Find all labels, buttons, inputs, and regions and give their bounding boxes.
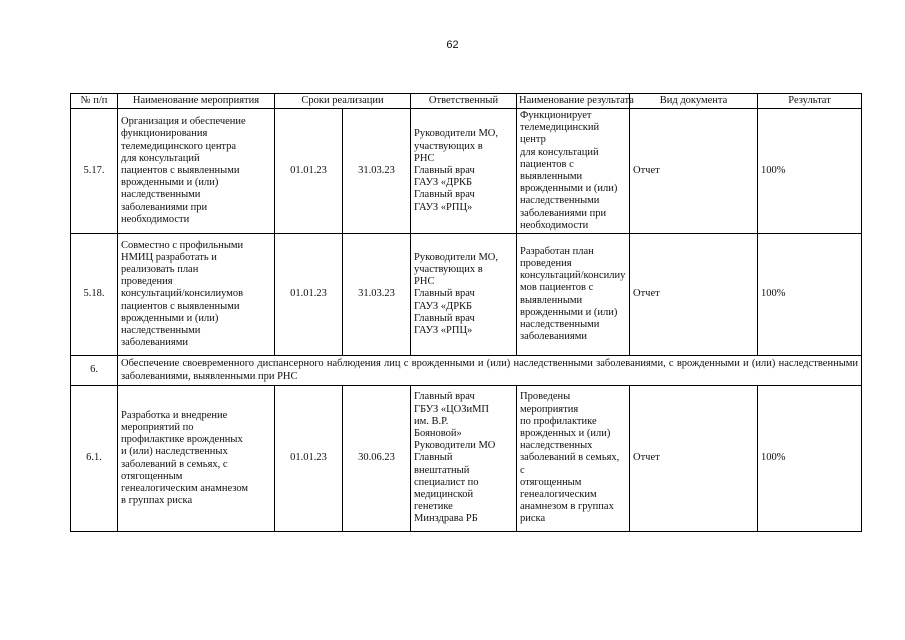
header-doc-type: Вид документа — [630, 94, 758, 109]
result-name: Проведены мероприятия по профилактике врожденных и (или) наследственных заболеваний в семьях, с отягощенным генеалогическим анамнезом в группах риска — [517, 386, 630, 532]
document-type: Отчет — [630, 386, 758, 532]
table-row — [71, 234, 862, 356]
measure-description: Разработка и внедрение мероприятий по профилактике врожденных и (или) наследственных заболеваний в семьях, с отягощенным генеалогическим анамнезом в группах риска — [118, 386, 275, 532]
section-row — [71, 356, 862, 386]
header-responsible: Ответственный — [411, 94, 517, 109]
responsible: Руководители МО, участвующих в РНС Главный врач ГАУЗ «ДРКБ Главный врач ГАУЗ «РПЦ» — [411, 234, 517, 356]
row-number: 5.17. — [71, 109, 118, 234]
measure-description: Совместно с профильными НМИЦ разработать и реализовать план проведения консультаций/консилиумов пациентов с выявленными врожденными и (или) наследственными заболеваниями — [118, 234, 275, 356]
result-name: Разработан план проведения консультаций/консилиу мов пациентов с выявленными врожденными и (или) наследственными заболеваниями — [517, 234, 630, 356]
header-terms: Сроки реализации — [275, 94, 411, 109]
row-number: 6.1. — [71, 386, 118, 532]
result-value: 100% — [758, 386, 862, 532]
page-number: 62 — [446, 39, 459, 51]
row-number: 5.18. — [71, 234, 118, 356]
start-date: 01.01.23 — [275, 109, 343, 234]
header-result-name: Наименование результата — [517, 94, 630, 109]
responsible: Руководители МО, участвующих в РНС Главный врач ГАУЗ «ДРКБ Главный врач ГАУЗ «РПЦ» — [411, 109, 517, 234]
header-name: Наименование мероприятия — [118, 94, 275, 109]
result-name: Функционирует телемедицинский центр для консультаций пациентов с выявленными врожденными и (или) наследственными заболеваниями при необходимости — [517, 109, 630, 234]
section-title: Обеспечение своевременного диспансерного наблюдения лиц с врожденными и (или) наследственными заболеваниями, с врожденными и (или) наследственными заболеваниями, выявленными при РНС — [118, 356, 862, 386]
measures-table — [70, 93, 862, 532]
end-date: 30.06.23 — [343, 386, 411, 532]
result-value: 100% — [758, 234, 862, 356]
header-num: № п/п — [71, 94, 118, 109]
table-header-row — [71, 94, 862, 109]
table-row — [71, 386, 862, 532]
table-row — [71, 109, 862, 234]
section-number: 6. — [71, 356, 118, 386]
start-date: 01.01.23 — [275, 234, 343, 356]
result-value: 100% — [758, 109, 862, 234]
start-date: 01.01.23 — [275, 386, 343, 532]
measure-description: Организация и обеспечение функционирования телемедицинского центра для консультаций пациентов с выявленными врожденными и (или) наследственными заболеваниями при необходимости — [118, 109, 275, 234]
end-date: 31.03.23 — [343, 234, 411, 356]
document-type: Отчет — [630, 234, 758, 356]
document-type: Отчет — [630, 109, 758, 234]
responsible: Главный врач ГБУЗ «ЦОЗиМП им. В.Р. Бояновой» Руководители МО Главный внештатный специалист по медицинской генетике Минздрава РБ — [411, 386, 517, 532]
header-result: Результат — [758, 94, 862, 109]
end-date: 31.03.23 — [343, 109, 411, 234]
